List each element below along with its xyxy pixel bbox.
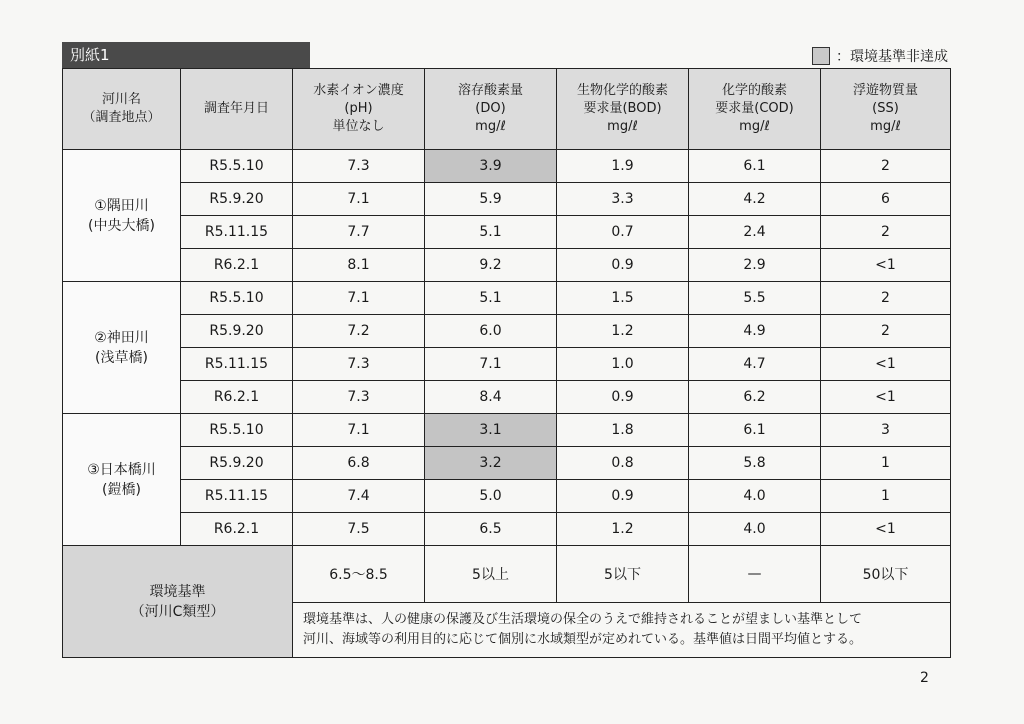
cell-ph: 7.1 xyxy=(293,414,425,447)
cell-ss: 1 xyxy=(821,480,951,513)
cell-date: R5.11.15 xyxy=(181,348,293,381)
header-cod: 化学的酸素 要求量(COD) mg/ℓ xyxy=(689,69,821,150)
cell-ph: 8.1 xyxy=(293,249,425,282)
river-name: ①隅田川 (中央大橋) xyxy=(63,150,181,282)
standard-do: 5以上 xyxy=(425,546,557,603)
table-row xyxy=(63,414,951,447)
cell-ss: 2 xyxy=(821,315,951,348)
cell-cod: 4.0 xyxy=(689,480,821,513)
table-row xyxy=(63,249,951,282)
cell-ph: 7.3 xyxy=(293,348,425,381)
cell-date: R5.5.10 xyxy=(181,282,293,315)
table-row xyxy=(63,315,951,348)
cell-cod: 6.1 xyxy=(689,150,821,183)
legend-swatch xyxy=(812,47,830,65)
cell-ph: 7.2 xyxy=(293,315,425,348)
cell-date: R6.2.1 xyxy=(181,513,293,546)
standard-note: 環境基準は、人の健康の保護及び生活環境の保全のうえで維持されることが望ましい基準として 河川、海域等の利用目的に応じて個別に水域類型が定めれている。基準値は日間平均値とする。 xyxy=(293,603,951,658)
cell-do: 6.5 xyxy=(425,513,557,546)
cell-do: 9.2 xyxy=(425,249,557,282)
cell-cod: 4.9 xyxy=(689,315,821,348)
appendix-sheet xyxy=(62,38,952,658)
sheet-label: 別紙1 xyxy=(62,42,310,68)
legend xyxy=(812,46,948,66)
cell-ph: 7.3 xyxy=(293,381,425,414)
cell-do: 3.9 xyxy=(425,150,557,183)
cell-do: 6.0 xyxy=(425,315,557,348)
cell-ss: 1 xyxy=(821,447,951,480)
cell-bod: 1.8 xyxy=(557,414,689,447)
cell-ph: 7.1 xyxy=(293,282,425,315)
header-row xyxy=(63,69,951,150)
cell-date: R6.2.1 xyxy=(181,381,293,414)
standard-row xyxy=(63,546,951,603)
cell-do: 5.0 xyxy=(425,480,557,513)
cell-ss: 2 xyxy=(821,282,951,315)
legend-text: ：環境基準非達成 xyxy=(836,49,948,65)
sheet-header xyxy=(62,38,952,68)
cell-ph: 7.7 xyxy=(293,216,425,249)
table-row xyxy=(63,348,951,381)
cell-cod: 6.1 xyxy=(689,414,821,447)
cell-bod: 1.0 xyxy=(557,348,689,381)
cell-do: 3.2 xyxy=(425,447,557,480)
cell-ss: 3 xyxy=(821,414,951,447)
cell-cod: 4.7 xyxy=(689,348,821,381)
cell-bod: 0.9 xyxy=(557,381,689,414)
header-do: 溶存酸素量 (DO) mg/ℓ xyxy=(425,69,557,150)
table-row xyxy=(63,480,951,513)
cell-date: R6.2.1 xyxy=(181,249,293,282)
cell-cod: 5.5 xyxy=(689,282,821,315)
standard-label: 環境基準 （河川C類型） xyxy=(63,546,293,658)
cell-date: R5.5.10 xyxy=(181,414,293,447)
cell-bod: 0.7 xyxy=(557,216,689,249)
cell-do: 5.1 xyxy=(425,216,557,249)
cell-date: R5.11.15 xyxy=(181,216,293,249)
cell-ph: 6.8 xyxy=(293,447,425,480)
cell-date: R5.5.10 xyxy=(181,150,293,183)
cell-do: 3.1 xyxy=(425,414,557,447)
cell-bod: 1.2 xyxy=(557,315,689,348)
cell-cod: 2.9 xyxy=(689,249,821,282)
cell-bod: 1.2 xyxy=(557,513,689,546)
cell-cod: 4.2 xyxy=(689,183,821,216)
table-row xyxy=(63,381,951,414)
river-name: ②神田川 (浅草橋) xyxy=(63,282,181,414)
table-row xyxy=(63,150,951,183)
water-quality-table xyxy=(62,68,951,658)
cell-ph: 7.1 xyxy=(293,183,425,216)
cell-cod: 4.0 xyxy=(689,513,821,546)
standard-ph: 6.5〜8.5 xyxy=(293,546,425,603)
cell-date: R5.9.20 xyxy=(181,315,293,348)
standard-bod: 5以下 xyxy=(557,546,689,603)
cell-ss: 2 xyxy=(821,150,951,183)
cell-ss: <1 xyxy=(821,249,951,282)
page-number: 2 xyxy=(920,670,929,686)
cell-date: R5.9.20 xyxy=(181,183,293,216)
header-bod: 生物化学的酸素 要求量(BOD) mg/ℓ xyxy=(557,69,689,150)
cell-ss: 2 xyxy=(821,216,951,249)
cell-do: 5.9 xyxy=(425,183,557,216)
cell-cod: 6.2 xyxy=(689,381,821,414)
table-row xyxy=(63,447,951,480)
table-row xyxy=(63,216,951,249)
header-river: 河川名 （調査地点） xyxy=(63,69,181,150)
cell-date: R5.11.15 xyxy=(181,480,293,513)
cell-bod: 0.9 xyxy=(557,249,689,282)
cell-date: R5.9.20 xyxy=(181,447,293,480)
cell-ss: <1 xyxy=(821,348,951,381)
table-row xyxy=(63,183,951,216)
cell-ss: 6 xyxy=(821,183,951,216)
header-ss: 浮遊物質量 (SS) mg/ℓ xyxy=(821,69,951,150)
cell-do: 5.1 xyxy=(425,282,557,315)
standard-cod: — xyxy=(689,546,821,603)
cell-ss: <1 xyxy=(821,513,951,546)
cell-bod: 0.9 xyxy=(557,480,689,513)
table-row xyxy=(63,513,951,546)
table-row xyxy=(63,282,951,315)
cell-ph: 7.5 xyxy=(293,513,425,546)
cell-ph: 7.4 xyxy=(293,480,425,513)
cell-bod: 3.3 xyxy=(557,183,689,216)
cell-cod: 2.4 xyxy=(689,216,821,249)
cell-do: 8.4 xyxy=(425,381,557,414)
river-name: ③日本橋川 (鎧橋) xyxy=(63,414,181,546)
cell-bod: 1.9 xyxy=(557,150,689,183)
cell-bod: 1.5 xyxy=(557,282,689,315)
cell-ss: <1 xyxy=(821,381,951,414)
standard-ss: 50以下 xyxy=(821,546,951,603)
cell-bod: 0.8 xyxy=(557,447,689,480)
header-date: 調査年月日 xyxy=(181,69,293,150)
header-ph: 水素イオン濃度 (pH) 単位なし xyxy=(293,69,425,150)
cell-ph: 7.3 xyxy=(293,150,425,183)
cell-do: 7.1 xyxy=(425,348,557,381)
cell-cod: 5.8 xyxy=(689,447,821,480)
